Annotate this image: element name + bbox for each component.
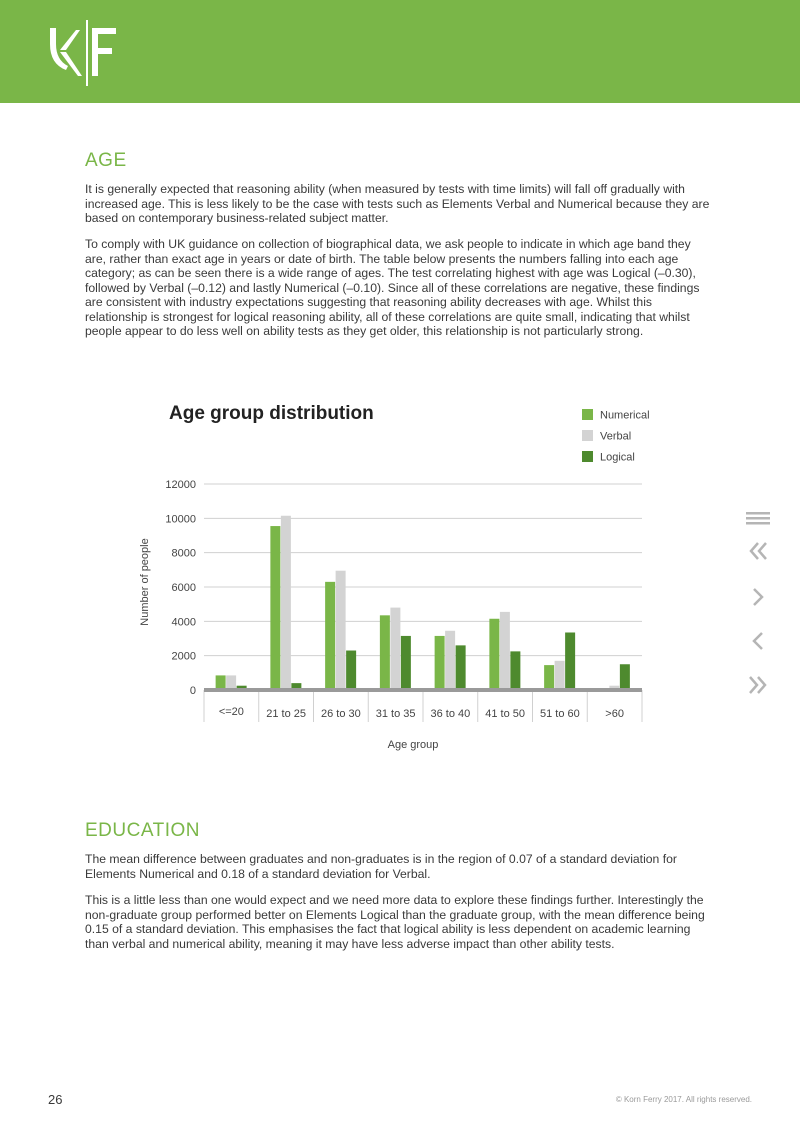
- bar-verbal: [390, 608, 400, 690]
- x-axis-baseline: [204, 688, 642, 692]
- y-tick-label: 6000: [171, 582, 196, 594]
- x-axis-label: Age group: [387, 739, 439, 751]
- chevron-left-icon: [744, 627, 772, 655]
- previous-page-button[interactable]: [744, 627, 772, 655]
- x-tick-label: 26 to 30: [320, 708, 361, 720]
- last-page-button[interactable]: [744, 671, 772, 699]
- bar-numerical: [380, 615, 390, 690]
- y-axis-label: Number of people: [139, 538, 151, 626]
- bar-numerical: [270, 526, 280, 690]
- age-paragraph-1: It is generally expected that reasoning ability (when measured by tests with time limits) will fall off gradually with increased age. This is less likely to be the case with tests such as Elements Verbal and Numerical because they are based on contemporary business-related subject matter.: [85, 182, 710, 225]
- y-tick-label: 8000: [171, 547, 196, 560]
- y-tick-label: 4000: [171, 616, 196, 629]
- page-header: [0, 0, 800, 103]
- bar-numerical: [325, 582, 335, 690]
- legend-label-verbal: Verbal: [600, 430, 632, 443]
- bar-numerical: [544, 665, 554, 690]
- chart-title: Age group distribution: [169, 403, 374, 424]
- bar-verbal: [336, 571, 346, 690]
- x-tick-label: 21 to 25: [266, 708, 307, 720]
- double-chevron-right-icon: [744, 671, 772, 699]
- page-number: 26: [48, 1092, 63, 1107]
- bar-verbal: [445, 631, 455, 690]
- side-navigation: [744, 505, 772, 705]
- legend-swatch-verbal: [582, 430, 593, 441]
- x-tick-label: 31 to 35: [375, 708, 416, 720]
- bar-logical: [346, 651, 356, 690]
- bar-numerical: [216, 675, 226, 690]
- bar-verbal: [555, 661, 565, 690]
- first-page-button[interactable]: [744, 537, 772, 565]
- legend-label-logical: Logical: [600, 451, 635, 464]
- next-page-button[interactable]: [744, 583, 772, 611]
- menu-button[interactable]: [744, 505, 772, 533]
- education-paragraph-2: This is a little less than one would expect and we need more data to explore these findings further. Interestingly the non-graduate group performed better on Elements Logical than the graduate group, with the mean difference being 0.15 of a standard deviation. This emphasises the fact that logical ability is less dependent on academic learning than verbal and numerical ability, meaning it may have less adverse impact than other ability tests.: [85, 893, 705, 951]
- x-tick-label: 36 to 40: [430, 708, 471, 720]
- chevron-right-icon: [744, 583, 772, 611]
- bar-verbal: [226, 675, 236, 690]
- x-tick-label: 51 to 60: [539, 708, 580, 720]
- bar-verbal: [500, 612, 510, 690]
- bar-logical: [401, 636, 411, 690]
- age-paragraph-2: To comply with UK guidance on collection of biographical data, we ask people to indicate in which age band they are, rather than exact age in years or date of birth. The table below presents the numbers falling into each age category; as can be seen there is a wide range of ages. The test correlating highest with age was Logical (–0.30), followed by Verbal (–0.12) and lastly Numerical (–0.10). Since all of these correlations are negative, these findings are consistent with industry expectations suggesting that reasoning ability decreases with age. Whilst this relationship is strongest for logical reasoning ability, all of these correlations are quite small, indicating that whilst people appear to do less well on ability tests as they get older, this relationship is not particularly strong.: [85, 237, 700, 338]
- bar-logical: [456, 645, 466, 690]
- y-tick-label: 10000: [165, 513, 196, 526]
- double-chevron-left-icon: [744, 537, 772, 565]
- age-group-chart-svg: [130, 390, 670, 760]
- bar-logical: [565, 632, 575, 690]
- copyright-notice: © Korn Ferry 2017. All rights reserved.: [615, 1095, 752, 1104]
- bar-logical: [510, 651, 520, 690]
- bar-numerical: [489, 619, 499, 690]
- x-tick-label: 41 to 50: [485, 708, 526, 720]
- y-tick-label: 0: [189, 685, 196, 697]
- legend-swatch-numerical: [582, 409, 593, 420]
- bar-numerical: [435, 636, 445, 690]
- bar-verbal: [281, 516, 291, 690]
- x-tick-label: >60: [605, 708, 624, 720]
- legend-label-numerical: Numerical: [600, 409, 650, 422]
- education-paragraph-1: The mean difference between graduates and non-graduates is in the region of 0.07 of a standard deviation for Elements Numerical and 0.18 of a standard deviation for Verbal.: [85, 852, 677, 881]
- y-tick-label: 2000: [171, 650, 196, 663]
- bar-logical: [620, 664, 630, 690]
- kf-monogram-icon: [46, 20, 122, 86]
- age-group-chart: [130, 390, 670, 760]
- y-tick-label: 12000: [165, 479, 196, 491]
- education-heading: EDUCATION: [85, 820, 200, 841]
- legend-swatch-logical: [582, 451, 593, 462]
- age-heading: AGE: [85, 150, 127, 171]
- menu-icon: [744, 505, 772, 533]
- x-tick-label: <=20: [218, 706, 244, 718]
